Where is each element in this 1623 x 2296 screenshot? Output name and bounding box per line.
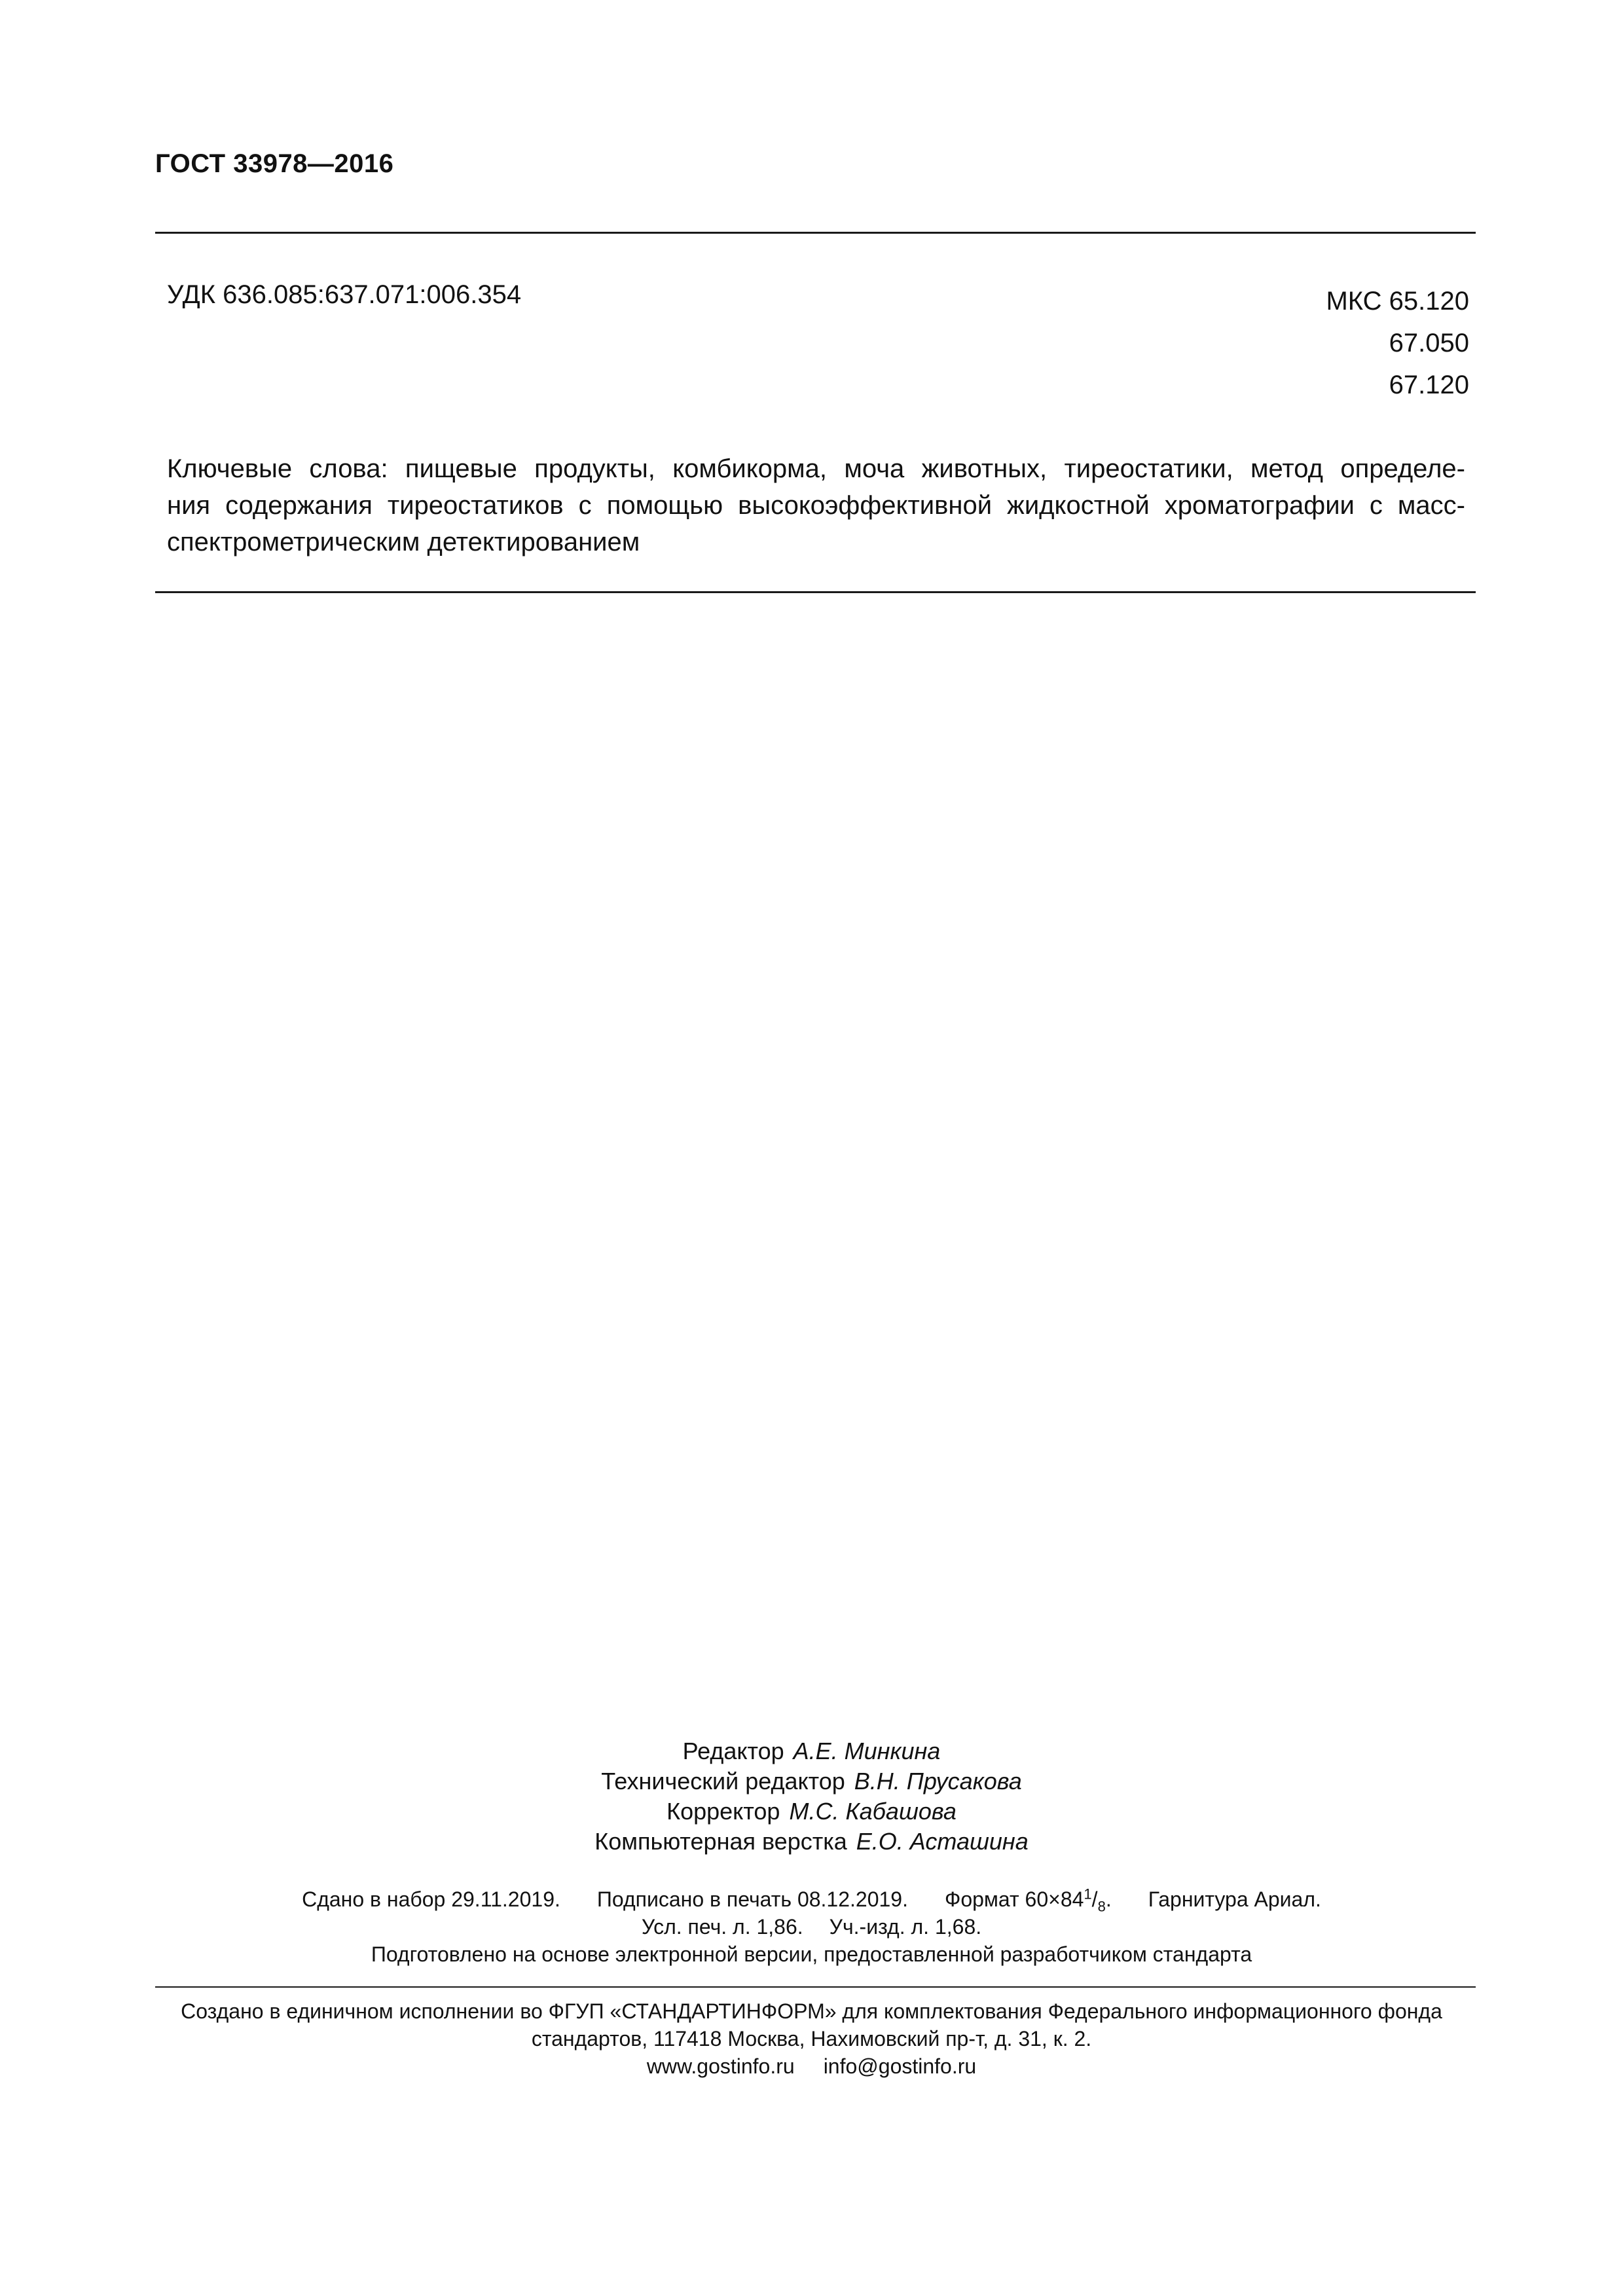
- keywords-paragraph: [167, 450, 1465, 560]
- publisher-footer: [0, 1997, 1623, 2080]
- mks-code: МКС 65.120: [1326, 287, 1469, 316]
- credit-editor: [0, 1736, 1623, 1766]
- credit-name: Е.О. Асташина: [856, 1828, 1029, 1855]
- credit-role: Технический редактор: [601, 1768, 845, 1795]
- credit-layout: [0, 1827, 1623, 1857]
- credit-name: В.Н. Прусакова: [854, 1768, 1022, 1795]
- signed-date: Подписано в печать 08.12.2019.: [596, 1887, 908, 1911]
- keywords-line: спектрометрическим детектированием: [167, 528, 640, 556]
- credit-proofreader: [0, 1796, 1623, 1827]
- credits-block: [0, 1736, 1623, 1857]
- email-link[interactable]: info@gostinfo.ru: [823, 2054, 977, 2078]
- mks-code: 67.120: [1389, 371, 1469, 399]
- print-info-block: [0, 1886, 1623, 1968]
- credit-name: А.Е. Минкина: [793, 1738, 941, 1764]
- mks-code: 67.050: [1389, 329, 1469, 357]
- typeface: Гарнитура Ариал.: [1148, 1887, 1321, 1911]
- footer-line: стандартов, 117418 Москва, Нахимовский пр-т, д. 31, к. 2.: [531, 2027, 1092, 2050]
- document-designation: ГОСТ 33978—2016: [155, 149, 394, 178]
- keywords-line: ния содержания тиреостатиков с помощью высокоэффективной жидкостной хроматографии с масс-: [167, 491, 1465, 520]
- credit-role: Компьютерная верстка: [594, 1828, 847, 1855]
- footer-contacts: [0, 2052, 1623, 2080]
- keywords-divider: [155, 591, 1476, 593]
- print-sheets-line: [0, 1913, 1623, 1941]
- top-divider: [155, 232, 1476, 234]
- credit-technical-editor: [0, 1766, 1623, 1796]
- udk-code: УДК 636.085:637.071:006.354: [167, 280, 522, 309]
- credit-name: М.С. Кабашова: [789, 1798, 957, 1825]
- website-link[interactable]: www.gostinfo.ru: [646, 2054, 795, 2078]
- mks-codes: [1326, 280, 1469, 406]
- keywords-line: Ключевые слова: пищевые продукты, комбикорма, моча животных, тиреостатики, метод определе-: [167, 454, 1465, 483]
- paper-format: Формат $60\times 84^1/_8$.: [944, 1886, 1112, 1915]
- credit-role: Редактор: [682, 1738, 784, 1764]
- footer-divider: [155, 1986, 1476, 1988]
- print-info-line: [0, 1886, 1623, 1913]
- footer-line: Создано в единичном исполнении во ФГУП «СТАНДАРТИНФОРМ» для комплектования Федерального информационного фонда: [181, 1999, 1442, 2023]
- print-sheets: Усл. печ. л. 1,86.: [641, 1915, 803, 1939]
- credit-role: Корректор: [666, 1798, 780, 1825]
- prepared-note: Подготовлено на основе электронной версии, предоставленной разработчиком стандарта: [371, 1942, 1252, 1966]
- publisher-sheets: Уч.-изд. л. 1,68.: [829, 1915, 982, 1939]
- submitted-date: Сдано в набор 29.11.2019.: [302, 1887, 560, 1911]
